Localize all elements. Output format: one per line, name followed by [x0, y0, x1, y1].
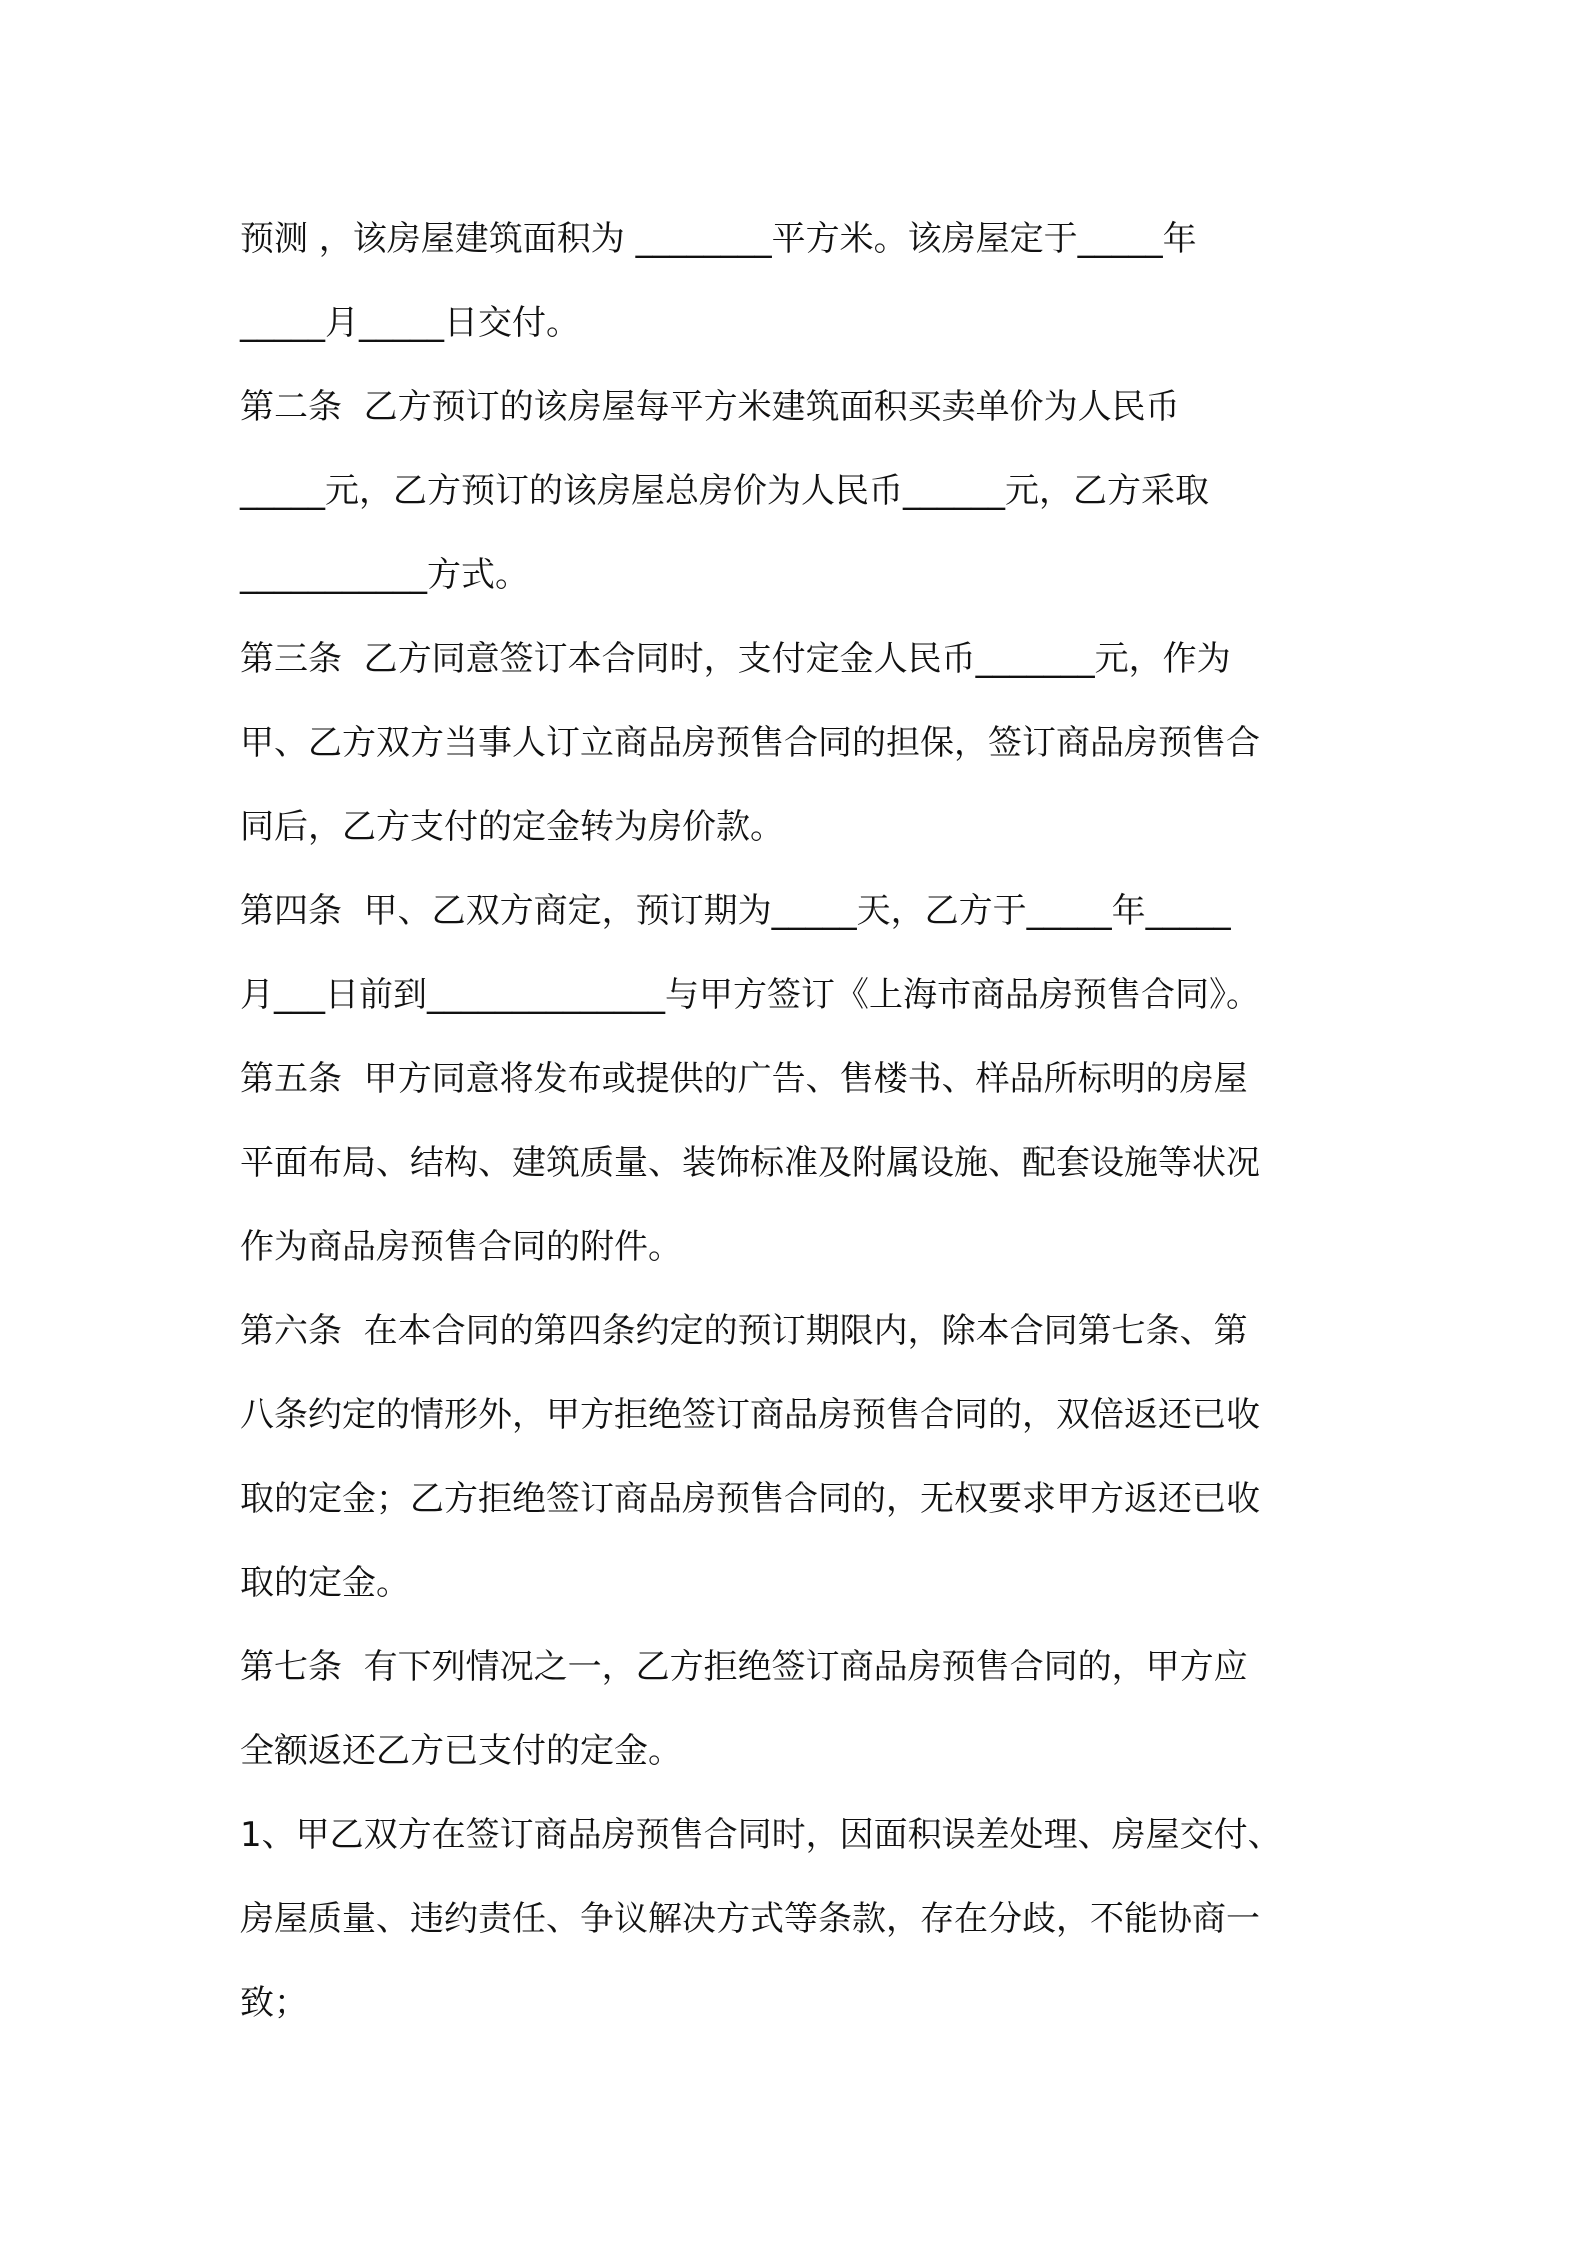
text-line: 全额返还乙方已支付的定金。 [240, 1731, 682, 1771]
text-line: _____元，乙方预订的该房屋总房价为人民币______元，乙方采取 [240, 471, 1209, 511]
text-line: 1、甲乙双方在签订商品房预售合同时，因面积误差处理、房屋交付、 [240, 1815, 1282, 1855]
text-line: 第六条 在本合同的第四条约定的预订期限内，除本合同第七条、第 [240, 1311, 1248, 1351]
paragraph-intro [240, 197, 1370, 365]
paragraph-item-1 [240, 1793, 1370, 2045]
text-line: 八条约定的情形外，甲方拒绝签订商品房预售合同的，双倍返还已收 [240, 1395, 1260, 1435]
text-line: 取的定金；乙方拒绝签订商品房预售合同的，无权要求甲方返还已收 [240, 1479, 1260, 1519]
text-line: 第三条 乙方同意签订本合同时，支付定金人民币_______元，作为 [240, 639, 1231, 679]
text-line: 同后，乙方支付的定金转为房价款。 [240, 807, 784, 847]
text-line: 致； [240, 1983, 308, 2023]
text-line: 第七条 有下列情况之一，乙方拒绝签订商品房预售合同的，甲方应 [240, 1647, 1248, 1687]
text-line: 房屋质量、违约责任、争议解决方式等条款，存在分歧，不能协商一 [240, 1899, 1260, 1939]
paragraph-article-7 [240, 1625, 1370, 1793]
paragraph-article-4 [240, 869, 1370, 1037]
document-body [240, 197, 1370, 2045]
text-line: 作为商品房预售合同的附件。 [240, 1227, 682, 1267]
text-line: _____月_____日交付。 [240, 303, 580, 343]
text-line: 月___日前到______________与甲方签订《上海市商品房预售合同》。 [240, 975, 1260, 1015]
text-line: 取的定金。 [240, 1563, 410, 1603]
text-line: 预测 ，该房屋建筑面积为 ________平方米。该房屋定于_____年 [240, 219, 1197, 259]
paragraph-article-2 [240, 365, 1370, 617]
paragraph-article-5 [240, 1037, 1370, 1289]
text-line: 第四条 甲、乙双方商定，预订期为_____天，乙方于_____年_____ [240, 891, 1231, 931]
text-line: 平面布局、结构、建筑质量、装饰标准及附属设施、配套设施等状况 [240, 1143, 1260, 1183]
text-line: 第二条 乙方预订的该房屋每平方米建筑面积买卖单价为人民币 [240, 387, 1180, 427]
paragraph-article-3 [240, 617, 1370, 869]
text-line: ___________方式。 [240, 555, 529, 595]
text-line: 甲、乙方双方当事人订立商品房预售合同的担保，签订商品房预售合 [240, 723, 1260, 763]
text-line: 第五条 甲方同意将发布或提供的广告、售楼书、样品所标明的房屋 [240, 1059, 1248, 1099]
paragraph-article-6 [240, 1289, 1370, 1625]
